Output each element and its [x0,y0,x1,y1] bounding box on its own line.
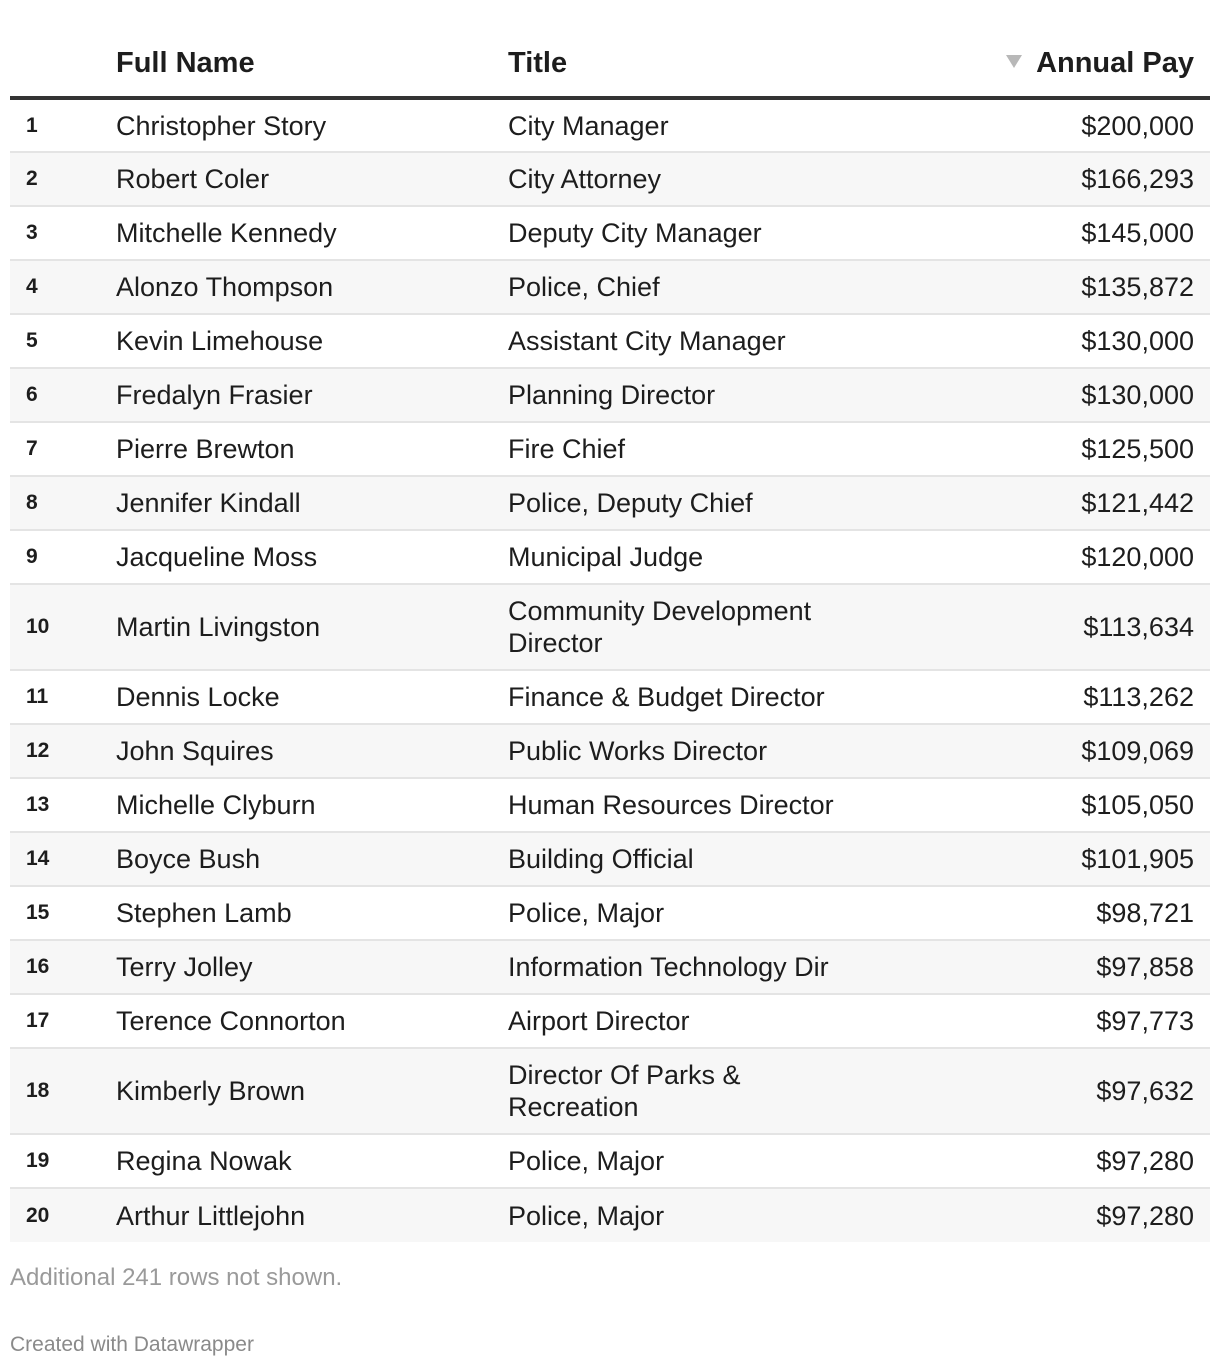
pay-cell: $97,858 [1096,952,1194,982]
pay-cell: $98,721 [1096,898,1194,928]
rank-cell: 17 [26,1009,50,1032]
column-header-annual-pay-label: Annual Pay [1036,46,1194,79]
name-cell: Dennis Locke [116,682,280,712]
name-cell: Pierre Brewton [116,434,295,464]
title-cell: Information Technology Dir [508,952,829,982]
name-cell: Kimberly Brown [116,1076,306,1106]
table-row [10,994,1210,1048]
title-cell: Assistant City Manager [508,326,786,356]
name-cell: Boyce Bush [116,844,261,874]
name-cell: Arthur Littlejohn [116,1200,306,1231]
pay-cell: $120,000 [1081,542,1194,572]
name-cell: Terry Jolley [116,952,253,982]
title-cell: City Manager [508,110,669,141]
pay-cell: $200,000 [1081,110,1194,141]
title-cell: City Attorney [508,164,662,194]
table-row [10,724,1210,778]
name-cell: Robert Coler [116,164,270,194]
credit-text: Created with Datawrapper [10,1333,254,1356]
title-cell: Finance & Budget Director [508,682,825,712]
table-row [10,886,1210,940]
salary-table [10,30,1210,1242]
title-cell: Police, Chief [508,272,660,302]
table-row [10,98,1210,152]
rank-cell: 20 [26,1203,50,1227]
title-cell: Building Official [508,844,694,874]
column-header-rank[interactable] [10,30,116,98]
title-cell: Police, Deputy Chief [508,488,753,518]
pay-cell: $145,000 [1081,218,1194,248]
rank-cell: 7 [26,437,38,460]
table-row [10,152,1210,206]
column-header-full-name[interactable]: Full Name [116,30,508,98]
rank-cell: 6 [26,383,38,406]
pay-cell: $135,872 [1081,272,1194,302]
pay-cell: $105,050 [1081,790,1194,820]
name-cell: Alonzo Thompson [116,272,334,302]
name-cell: Kevin Limehouse [116,326,324,356]
table-row [10,422,1210,476]
name-cell: Regina Nowak [116,1146,292,1176]
title-cell: Police, Major [508,898,665,928]
title-cell: Deputy City Manager [508,218,762,248]
table-row [10,778,1210,832]
table-body [10,98,1210,1242]
name-cell: Mitchelle Kennedy [116,218,337,248]
title-cell: Planning Director [508,380,716,410]
table-row [10,476,1210,530]
rank-cell: 11 [26,685,49,708]
header-row [10,30,1210,98]
sort-down-icon [1006,55,1022,68]
rank-cell: 15 [26,901,50,924]
pay-cell: $166,293 [1081,164,1194,194]
pay-cell: $97,773 [1096,1006,1194,1036]
table-row [10,368,1210,422]
name-cell: John Squires [116,736,274,766]
title-cell: Police, Major [508,1200,665,1231]
table-row [10,206,1210,260]
pay-cell: $121,442 [1081,488,1194,518]
pay-cell: $113,262 [1083,682,1194,712]
table-row [10,1134,1210,1188]
table-container [10,0,1210,1356]
pay-cell: $113,634 [1083,612,1194,642]
table-row [10,1188,1210,1242]
table-row [10,584,1210,670]
title-cell: Public Works Director [508,736,768,766]
table-header [10,30,1210,98]
rank-cell: 18 [26,1079,50,1102]
pay-cell: $97,280 [1096,1200,1194,1231]
rank-cell: 1 [26,113,38,137]
table-row [10,670,1210,724]
pay-cell: $97,280 [1096,1146,1194,1176]
name-cell: Fredalyn Frasier [116,380,313,410]
table-row [10,940,1210,994]
name-cell: Jennifer Kindall [116,488,301,518]
title-cell: Airport Director [508,1006,690,1036]
name-cell: Martin Livingston [116,612,321,642]
footnote: Additional 241 rows not shown. [10,1264,343,1291]
rank-cell: 19 [26,1149,50,1172]
name-cell: Stephen Lamb [116,898,292,928]
rank-cell: 9 [26,545,38,568]
title-cell: Fire Chief [508,434,626,464]
name-cell: Terence Connorton [116,1006,346,1036]
rank-cell: 8 [26,491,38,514]
rank-cell: 14 [26,847,50,870]
table-row [10,314,1210,368]
title-cell: Human Resources Director [508,790,834,820]
name-cell: Michelle Clyburn [116,790,316,820]
rank-cell: 2 [26,167,38,190]
rank-cell: 12 [26,739,50,762]
rank-cell: 16 [26,955,50,978]
pay-cell: $101,905 [1081,844,1194,874]
rank-cell: 5 [26,329,38,352]
table-row [10,260,1210,314]
pay-cell: $130,000 [1081,380,1194,410]
name-cell: Jacqueline Moss [116,542,318,572]
column-header-annual-pay[interactable] [888,30,1210,98]
rank-cell: 4 [26,275,38,298]
pay-cell: $130,000 [1081,326,1194,356]
rank-cell: 13 [26,793,50,816]
pay-cell: $97,632 [1096,1076,1194,1106]
title-cell: Director Of Parks & Recreation [508,1060,741,1122]
pay-cell: $125,500 [1081,434,1194,464]
name-cell: Christopher Story [116,110,327,141]
pay-cell: $109,069 [1081,736,1194,766]
table-row [10,832,1210,886]
column-header-title[interactable]: Title [508,30,888,98]
rank-cell: 10 [26,615,50,638]
rank-cell: 3 [26,221,38,244]
table-row [10,1048,1210,1134]
title-cell: Municipal Judge [508,542,704,572]
title-cell: Police, Major [508,1146,665,1176]
title-cell: Community Development Director [508,596,812,658]
table-row [10,530,1210,584]
